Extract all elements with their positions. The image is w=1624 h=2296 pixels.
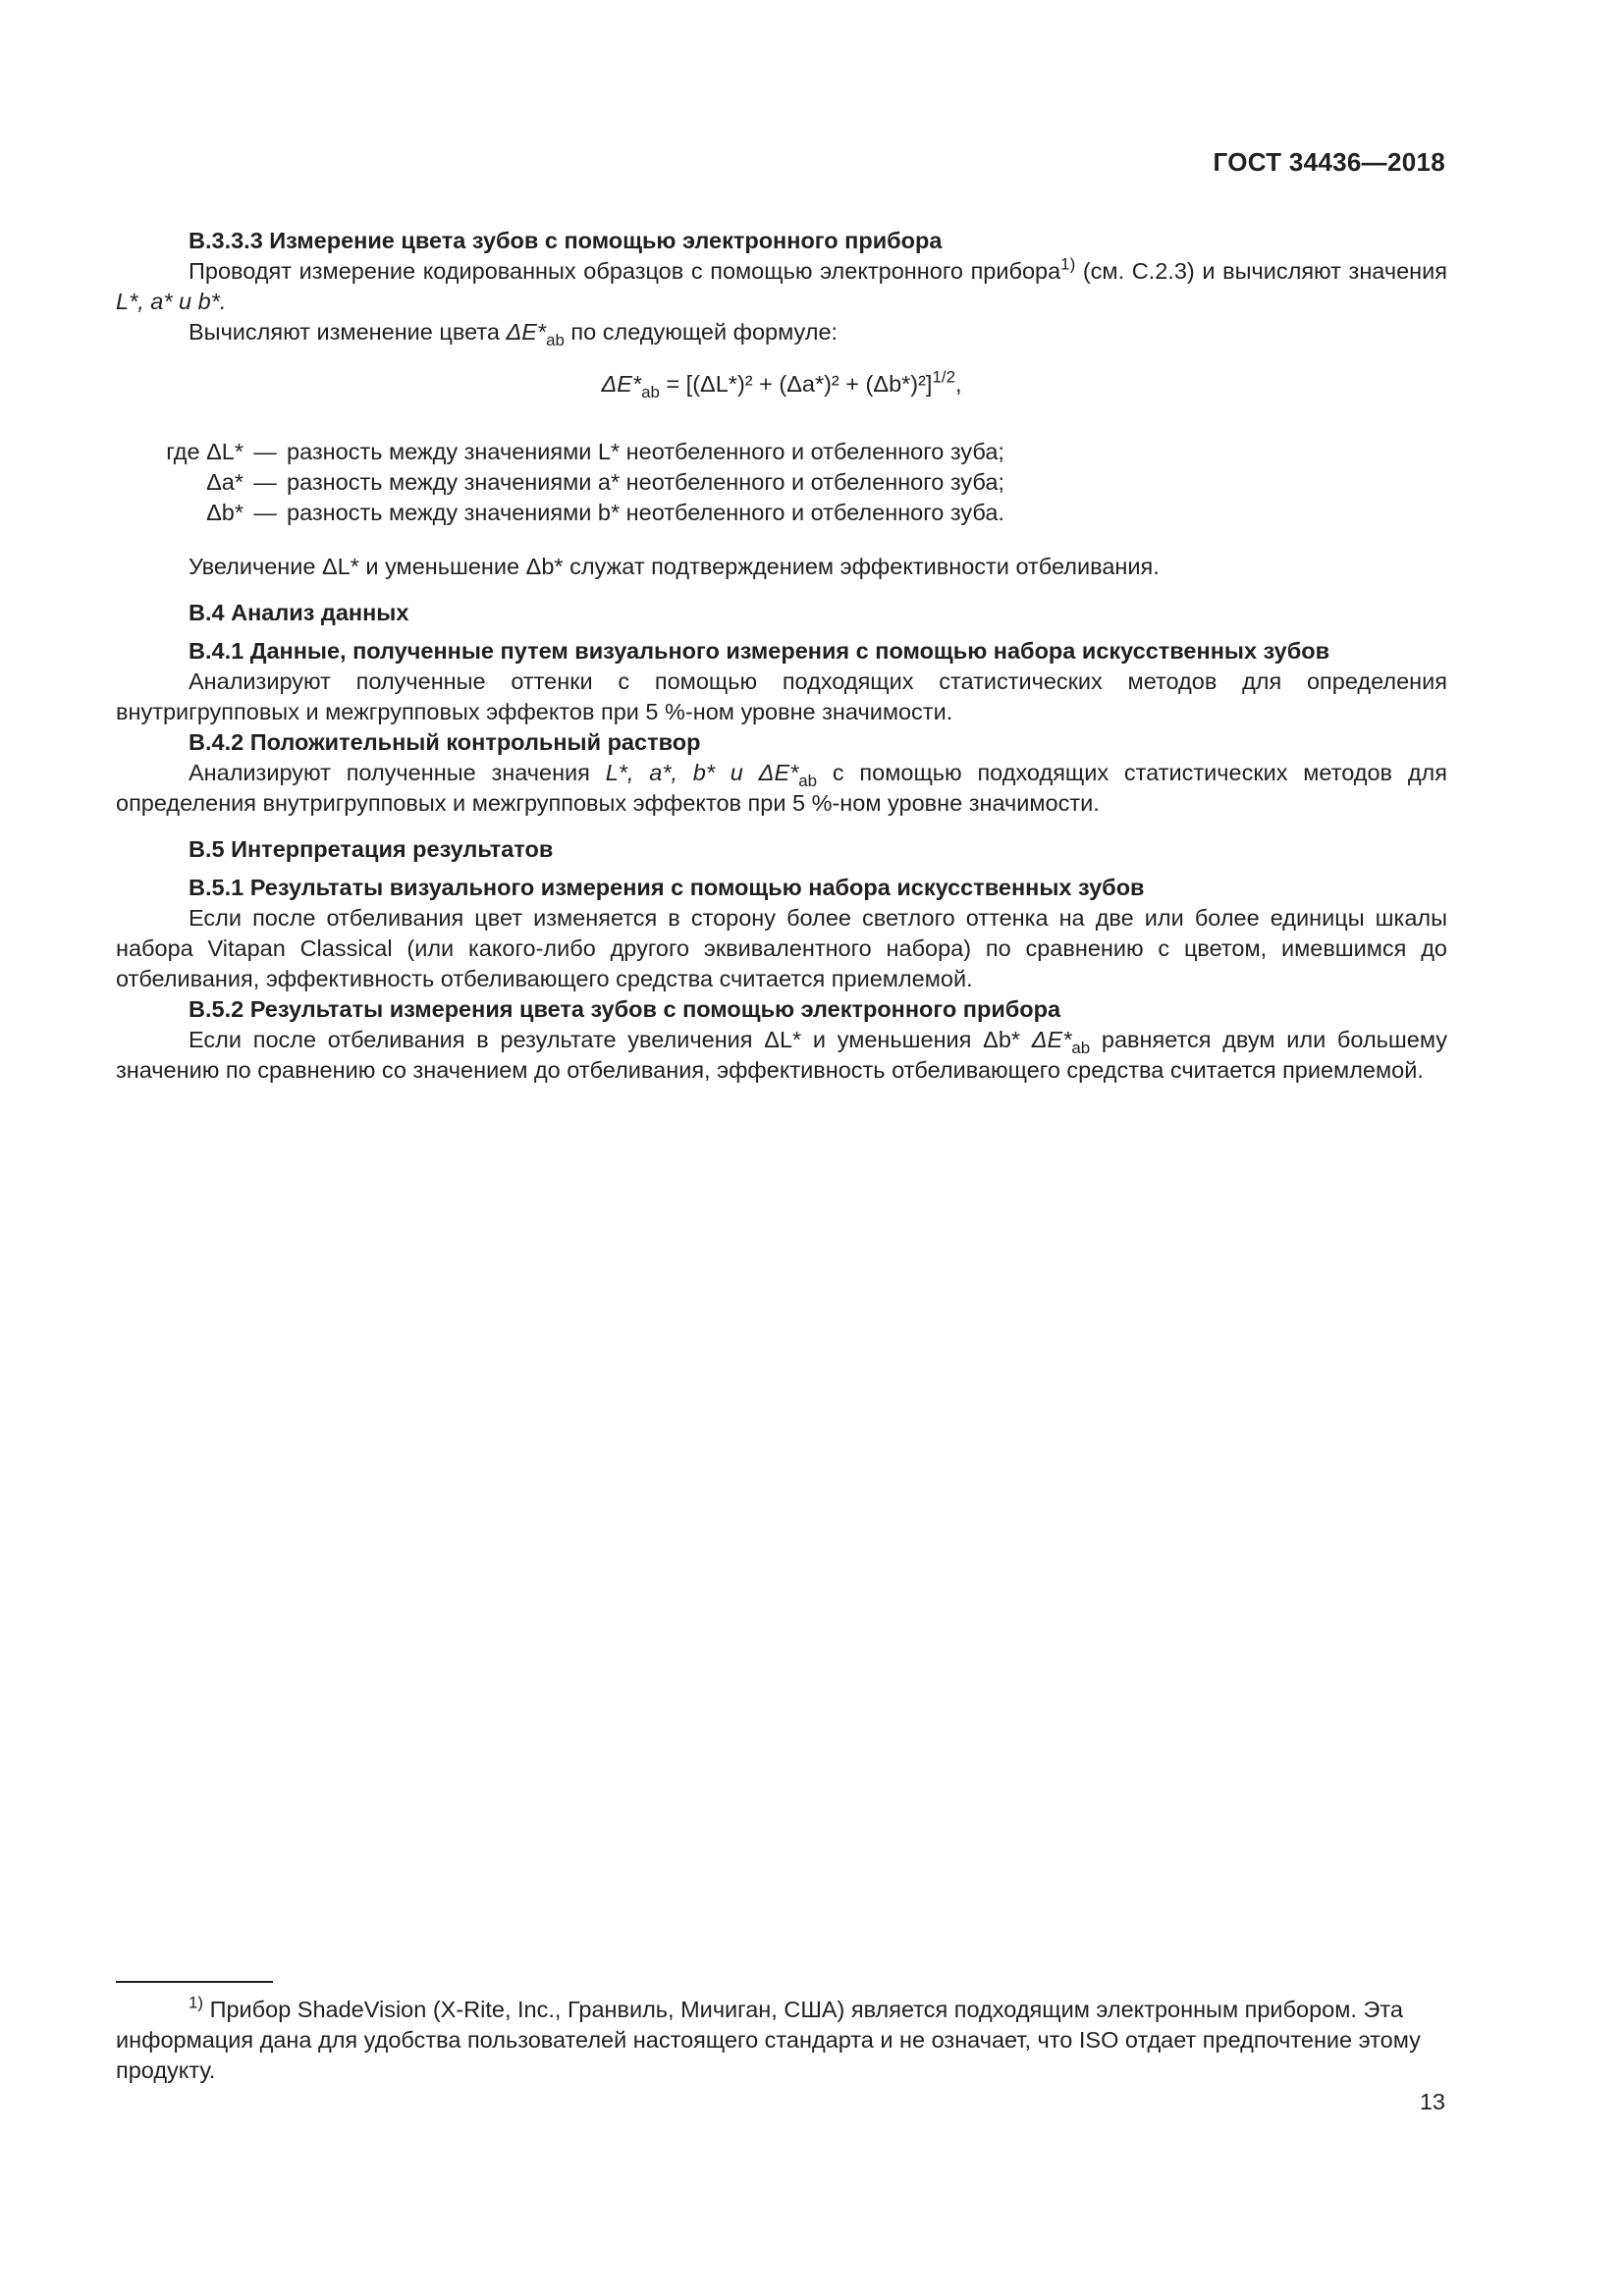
footnote-mark: 1) — [189, 1993, 204, 2012]
def-dash: — — [253, 439, 277, 464]
lab-values: L*, a*, b* и — [605, 760, 759, 785]
text-b42-b: с помощью подходящих статистических методов для определения внутригрупповых и межгрупповых эффектов при 5 %-ном уровне значимости. — [116, 760, 1447, 816]
def-dash: — — [253, 500, 277, 525]
formula-subscript: ab — [641, 382, 660, 401]
standard-header: ГОСТ 34436—2018 — [1213, 147, 1445, 177]
def-text: разность между значениями a* неотбеленного и отбеленного зуба; — [287, 469, 1004, 495]
spacer — [116, 819, 1447, 834]
def-symbol: где ΔL* — [166, 439, 244, 464]
definition-item — [116, 437, 1447, 467]
heading-b42: В.4.2 Положительный контрольный раствор — [189, 729, 701, 755]
footnote — [116, 1995, 1447, 2086]
ab-subscript: ab — [1071, 1038, 1091, 1057]
text-b52-a: Если после отбеливания в результате увеличения ΔL* и уменьшения Δb* — [189, 1027, 1032, 1052]
paragraph-b52 — [116, 1025, 1447, 1086]
spacer — [116, 865, 1447, 873]
def-text: разность между значениями L* неотбеленного и отбеленного зуба; — [287, 439, 1004, 464]
ab-subscript: ab — [546, 330, 565, 349]
formula-end: , — [954, 371, 962, 397]
text-b52-b: равняется двум или большему значению по сравнению со значением до отбеливания, эффективность отбеливающего средства считается приемлемой. — [116, 1027, 1447, 1083]
page-content — [116, 226, 1447, 1086]
footnote-text: Прибор ShadeVision (X-Rite, Inc., Гранвиль, Мичиган, США) является подходящим электронным прибором. Эта информация дана для удобства пользователей настоящего стандарта и не означает, что ISO отдает предпочтение этому продукту. — [116, 1997, 1421, 2083]
footnote-indent — [116, 1997, 189, 2022]
definitions-list — [116, 437, 1447, 528]
delta-e-symbol: ΔE* — [506, 319, 547, 345]
formula-exponent: 1/2 — [932, 367, 955, 387]
def-text: разность между значениями b* неотбеленного и отбеленного зуба. — [287, 500, 1004, 525]
heading-b41: В.4.1 Данные, полученные путем визуального измерения с помощью набора искусственных зубов — [189, 638, 1330, 664]
ab-subscript: ab — [798, 771, 818, 790]
def-symbol: Δb* — [206, 500, 244, 525]
formula-lhs: ΔE* — [601, 371, 642, 397]
footnote-ref: 1) — [1060, 254, 1076, 274]
text-measure-a: Проводят измерение кодированных образцов с помощью электронного прибора — [189, 258, 1061, 284]
heading-b5: В.5 Интерпретация результатов — [189, 836, 554, 862]
paragraph-b333-calc — [116, 317, 1447, 347]
increase-note: Увеличение ΔL* и уменьшение Δb* служат подтверждением эффективности отбеливания. — [189, 554, 1160, 579]
delta-e-symbol: ΔE* — [758, 760, 799, 785]
paragraph-b333-measure — [116, 256, 1447, 317]
paragraph-b42 — [116, 758, 1447, 819]
text-measure-b: (см. С.2.3) и вычисляют значения — [1075, 258, 1448, 284]
heading-b51: В.5.1 Результаты визуального измерения с помощью набора искусственных зубов — [189, 875, 1145, 900]
page-number: 13 — [1419, 2089, 1445, 2114]
paragraph-b41: Анализируют полученные оттенки с помощью подходящих статистических методов для определения внутригрупповых и межгрупповых эффектов при 5 %-ном уровне значимости. — [116, 668, 1447, 724]
def-dash: — — [253, 469, 277, 495]
heading-b333: В.3.3.3 Измерение цвета зубов с помощью электронного прибора — [189, 228, 943, 253]
spacer — [116, 628, 1447, 636]
heading-b4: В.4 Анализ данных — [189, 600, 409, 625]
heading-b52: В.5.2 Результаты измерения цвета зубов с помощью электронного прибора — [189, 996, 1061, 1022]
text-calc-end: по следующей формуле: — [564, 319, 839, 345]
definition-item — [116, 498, 1447, 528]
formula-rhs: = [(ΔL*)² + (Δa*)² + (Δb*)²] — [659, 371, 933, 397]
def-symbol: Δa* — [206, 469, 244, 495]
spacer — [116, 582, 1447, 598]
paragraph-b51: Если после отбеливания цвет изменяется в сторону более светлого оттенка на две или более единицы шкалы набора Vitapan Classical (или какого-либо другого эквивалентного набора) по сравнению с цветом, имевшимся до отбеливания, эффективность отбеливающего средства считается приемлемой. — [116, 905, 1447, 991]
footnote-divider — [116, 1981, 273, 1983]
text-b42-a: Анализируют полученные значения — [189, 760, 606, 785]
definition-item — [116, 467, 1447, 498]
formula-delta-e — [116, 369, 1447, 400]
lab-list: L*, a* и b*. — [116, 289, 227, 314]
delta-e-symbol: ΔE* — [1031, 1027, 1072, 1052]
text-calc: Вычисляют изменение цвета — [189, 319, 507, 345]
